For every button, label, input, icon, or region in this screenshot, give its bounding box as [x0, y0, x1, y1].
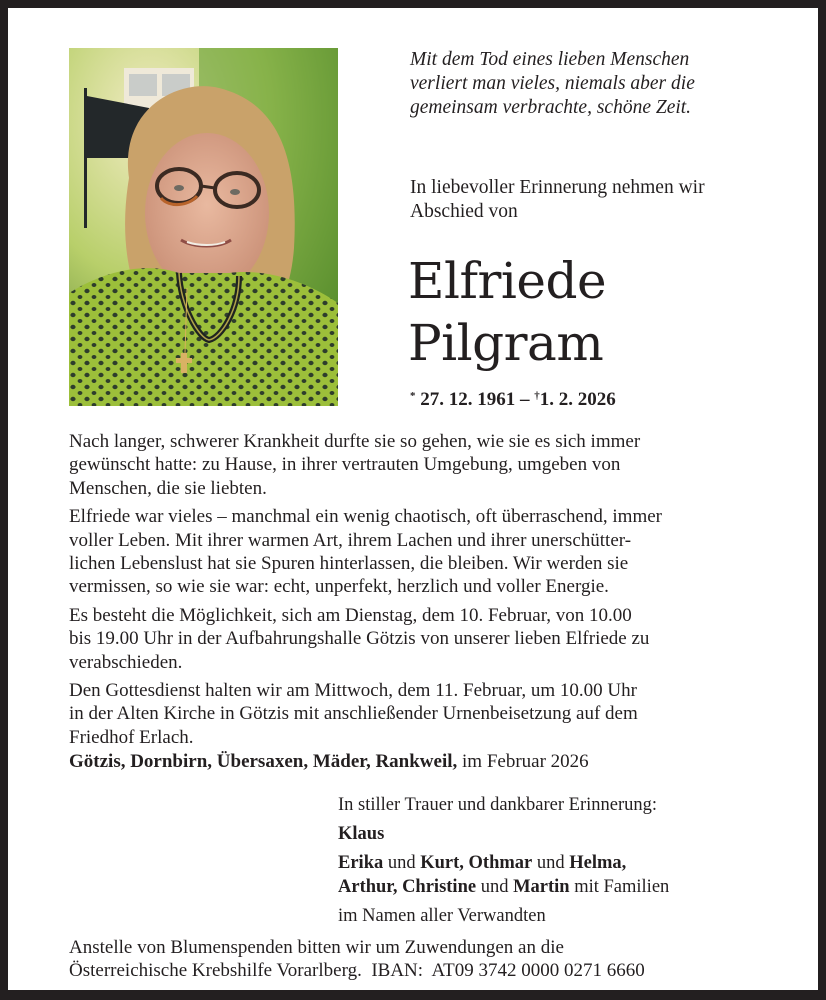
donation-note	[69, 936, 809, 982]
mourner-name: Erika	[338, 853, 384, 873]
paragraph-service	[69, 679, 769, 749]
paragraph-farewell	[69, 430, 769, 500]
death-date: 1. 2. 2026	[539, 389, 616, 410]
notice-date: im Februar 2026	[462, 751, 589, 772]
death-cross-icon: †	[534, 390, 540, 402]
first-name: Elfriede	[408, 252, 607, 310]
mourner-name: Martin	[513, 877, 570, 897]
charity-name: Österreichische Krebshilfe Vorarlberg.	[69, 960, 362, 981]
obituary-body	[69, 430, 769, 754]
text-line: lichen Lebenslust hat sie Spuren hinterlassen, die bleiben. Wir werden sie	[69, 553, 629, 575]
deceased-name	[408, 250, 606, 374]
motto-line: Mit dem Tod eines lieben Menschen	[410, 49, 690, 70]
towns: Götzis, Dornbirn, Übersaxen, Mäder, Rankweil,	[69, 751, 458, 772]
conjunction: mit Familien	[574, 877, 670, 897]
birth-date: 27. 12. 1961	[420, 389, 516, 410]
mourners-row	[338, 851, 798, 875]
text-line: Es besteht die Möglichkeit, sich am Dienstag, dem 10. Februar, von 10.00	[69, 604, 632, 626]
life-dates	[410, 384, 616, 412]
place-and-date	[69, 750, 589, 774]
text-line: voller Leben. Mit ihrer warmen Art, ihrem Lachen und ihrer unerschütter-	[69, 529, 632, 551]
text-line: Den Gottesdienst halten wir am Mittwoch, dem 11. Februar, um 10.00 Uhr	[69, 680, 637, 702]
obituary-notice	[8, 8, 818, 990]
mourner-name: Helma,	[569, 853, 627, 873]
donation-line: Anstelle von Blumenspenden bitten wir um Zuwendungen an die	[69, 937, 564, 958]
mourners-closing: im Namen aller Verwandten	[338, 906, 546, 926]
mourners-block	[338, 793, 798, 928]
conjunction: und	[536, 853, 565, 873]
text-line: vermissen, so wie sie war: echt, unperfekt, herzlich und voller Energie.	[69, 576, 609, 598]
text-line: gewünscht hatte: zu Hause, in ihrer vertrauten Umgebung, umgeben von	[69, 454, 621, 476]
last-name: Pilgram	[408, 314, 604, 372]
motto-line: gemeinsam verbrachte, schöne Zeit.	[410, 97, 692, 118]
birth-star-icon: *	[410, 390, 416, 402]
conjunction: und	[387, 853, 416, 873]
donation-line	[69, 959, 809, 982]
paragraph-tribute	[69, 505, 769, 599]
mourner-primary	[338, 822, 798, 846]
paragraph-viewing	[69, 604, 769, 674]
motto-line: verliert man vieles, niemals aber die	[410, 73, 695, 94]
text-line: Menschen, die sie liebten.	[69, 477, 267, 499]
intro-text	[410, 176, 810, 224]
text-line: in der Alten Kirche in Götzis mit anschließender Urnenbeisetzung auf dem	[69, 703, 638, 725]
portrait-photo	[69, 48, 338, 406]
conjunction: und	[480, 877, 509, 897]
text-line: Nach langer, schwerer Krankheit durfte sie so gehen, wie sie es sich immer	[69, 431, 641, 452]
intro-line: In liebevoller Erinnerung nehmen wir	[410, 177, 705, 198]
mourner-name: Arthur, Christine	[338, 877, 477, 897]
mourners-heading: In stiller Trauer und dankbarer Erinnerung:	[338, 795, 658, 815]
iban-number: AT09 3742 0000 0271 6660	[431, 960, 645, 981]
mourner-name: Kurt, Othmar	[420, 853, 533, 873]
text-line: Friedhof Erlach.	[69, 726, 194, 748]
text-line: verabschieden.	[69, 651, 183, 673]
text-line: Elfriede war vieles – manchmal ein wenig chaotisch, oft überraschend, immer	[69, 506, 662, 528]
motto-quote	[410, 48, 810, 120]
iban-label: IBAN:	[371, 960, 424, 981]
text-line: bis 19.00 Uhr in der Aufbahrungshalle Götzis von unserer lieben Elfriede zu	[69, 628, 650, 650]
mourner-name: Klaus	[338, 824, 385, 844]
date-separator: –	[520, 389, 530, 410]
portrait-image	[69, 48, 338, 406]
mourners-row	[338, 875, 798, 899]
intro-line: Abschied von	[410, 201, 518, 222]
